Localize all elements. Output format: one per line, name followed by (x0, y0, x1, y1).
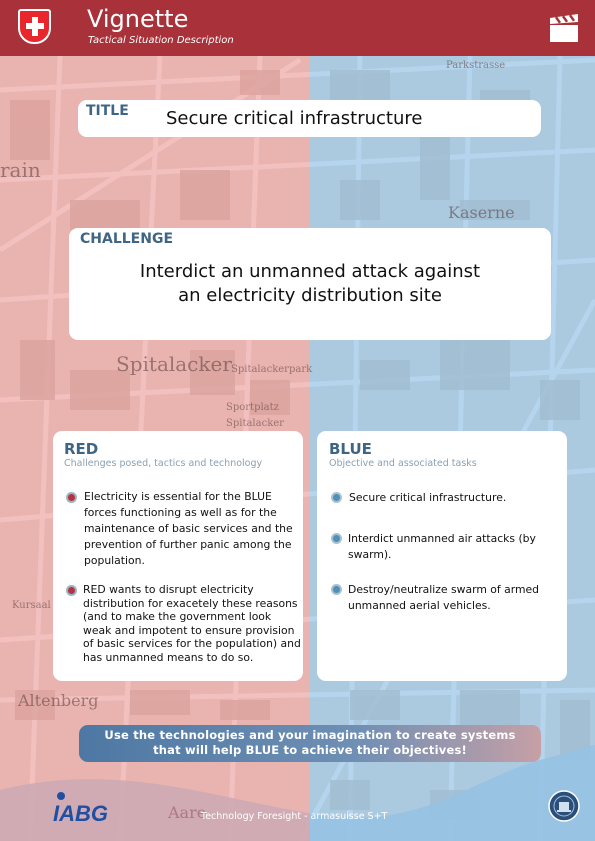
page-title: Vignette (87, 5, 189, 33)
blue-bullet-icon (331, 584, 342, 595)
challenge-text (69, 260, 551, 308)
map-label-parkstrasse: Parkstrasse (446, 60, 506, 71)
header-bar (0, 0, 595, 56)
map-label-spitalacker-small: Spitalacker (226, 418, 284, 429)
blue-list-item-2: Interdict unmanned air attacks (by swarm). (348, 532, 536, 561)
challenge-label: CHALLENGE (80, 231, 174, 247)
blue-list-item-1: Secure critical infrastructure. (349, 491, 507, 504)
red-heading: RED (64, 440, 99, 458)
page-subtitle: Tactical Situation Description (88, 35, 234, 46)
seal-icon (548, 790, 580, 822)
red-bullet-icon (66, 585, 77, 596)
red-list-item-1: Electricity is essential for the BLUE forces functioning as well as for the maintenance of basic services and the prevention of further panic among the population. (84, 490, 293, 567)
map-label-kaserne: Kaserne (448, 203, 515, 222)
swiss-flag-icon (18, 9, 51, 44)
red-bullet-icon (66, 492, 77, 503)
map-label-sportplatz: Sportplatz (226, 402, 279, 413)
red-subheading: Challenges posed, tactics and technology (64, 458, 263, 469)
map-label-kursaal: Kursaal (12, 600, 51, 611)
footer-credit: Technology Foresight - armasuisse S+T (201, 811, 388, 822)
call-to-action-line-1: Use the technologies and your imagination to create systems (104, 728, 516, 742)
blue-bullet-icon (331, 492, 342, 503)
call-to-action-line-2: that will help BLUE to achieve their objectives! (153, 743, 467, 757)
map-label-spitalackerpark: Spitalackerpark (231, 364, 313, 375)
map-label-spitalacker: Spitalacker (116, 352, 232, 376)
iabg-logo (52, 791, 144, 825)
map-label-aare: Aare (168, 803, 207, 822)
blue-list-item-3: Destroy/neutralize swarm of armed unmanned aerial vehicles. (348, 583, 539, 612)
blue-heading: BLUE (329, 440, 372, 458)
iabg-logo-text: IABG (53, 801, 108, 825)
blue-subheading: Objective and associated tasks (329, 458, 477, 469)
call-to-action-text (79, 728, 541, 758)
red-list-item-2: RED wants to disrupt electricity distribution for exacetely these reasons (and to make the government look weak and impotent to ensure provision of basic services for the population) and has unmanned means to do so. (83, 583, 301, 664)
clapperboard-icon (548, 12, 580, 44)
challenge-line-1: Interdict an unmanned attack against (139, 261, 481, 282)
blue-bullet-icon (331, 533, 342, 544)
map-label-rain: rain (0, 158, 41, 182)
map-label-altenberg: Altenberg (18, 691, 99, 710)
challenge-line-2: an electricity distribution site (178, 285, 442, 306)
title-label: TITLE (86, 103, 129, 119)
title-text: Secure critical infrastructure (166, 108, 423, 129)
